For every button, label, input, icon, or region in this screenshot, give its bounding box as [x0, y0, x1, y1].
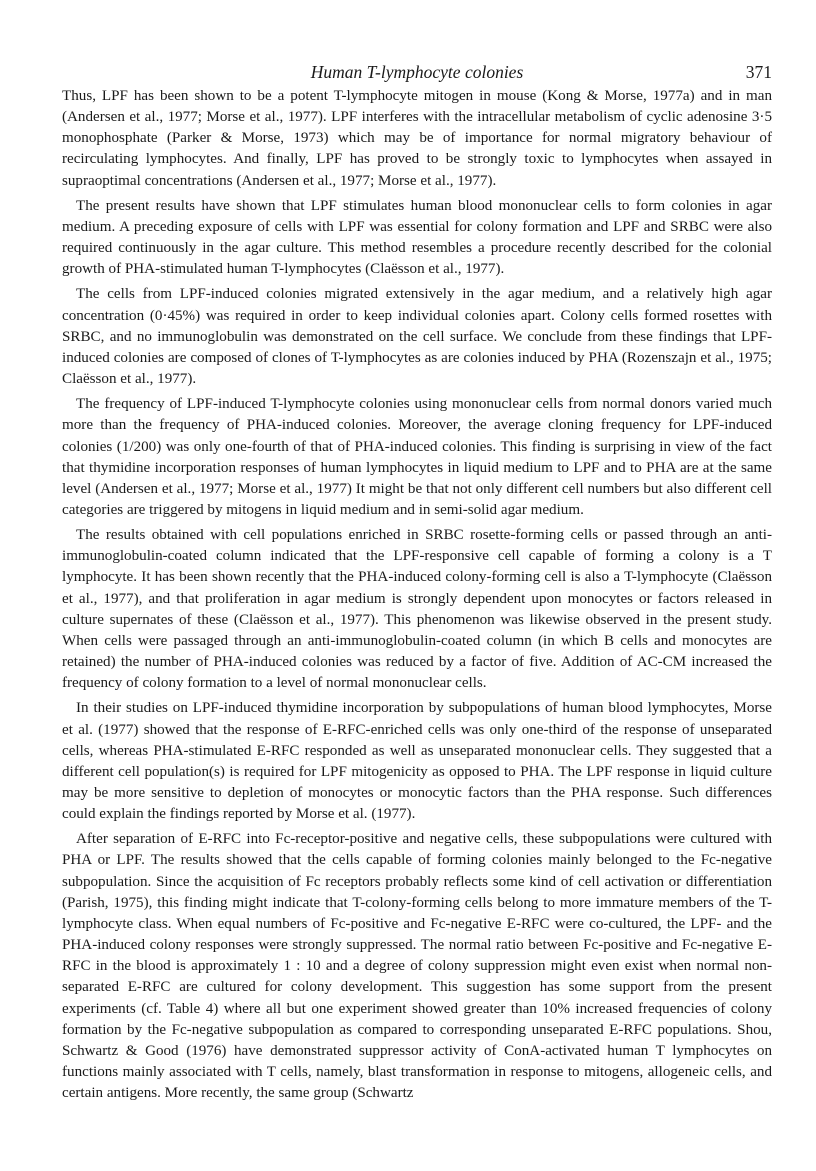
- paragraph-1: Thus, LPF has been shown to be a potent T-lymphocyte mitogen in mouse (Kong & Morse, 1977a) and in man (Andersen et al., 1977; Morse et al., 1977). LPF interferes with the intracellular metabolism of cyclic adenosine 3·5 monophosphate (Parker & Morse, 1973) which may be of importance for normal migratory behaviour of recirculating lymphocytes. And finally, LPF has proved to be strongly toxic to lymphocytes when assayed in supraoptimal concentrations (Andersen et al., 1977; Morse et al., 1977).: [62, 88, 772, 189]
- paragraph-3: The cells from LPF-induced colonies migrated extensively in the agar medium, and a relatively high agar concentration (0·45%) was required in order to keep individual colonies apart. Colony cells formed rosettes with SRBC, and no immunoglobulin was demonstrated on the cell surface. We conclude from these findings that LPF-induced colonies are composed of clones of T-lymphocytes as are colonies induced by PHA (Rozenszajn et al., 1975; Claësson et al., 1977).: [62, 286, 772, 388]
- page-header: [62, 58, 772, 86]
- paragraph-2: The present results have shown that LPF stimulates human blood mononuclear cells to form colonies in agar medium. A preceding exposure of cells with LPF was essential for colony formation and LPF and SRBC were also required continuously in the agar culture. This method resembles a procedure recently described for the colonial growth of PHA-stimulated human T-lymphocytes (Claësson et al., 1977).: [62, 197, 772, 278]
- page-number: 371: [745, 62, 772, 82]
- journal-page: [62, 58, 772, 1104]
- paragraph-5: The results obtained with cell populations enriched in SRBC rosette-forming cells or passed through an anti-immunoglobulin-coated column indicated that the LPF-responsive cell capable of forming a colony is a T lymphocyte. It has been shown recently that the PHA-induced colony-forming cell is also a T-lymphocyte (Claësson et al., 1977), and that proliferation in agar medium is strongly dependent upon monocytes or factors released in culture supernates of these (Claësson et al., 1977). This phenomenon was likewise observed in the present study. When cells were passaged through an anti-immunoglobulin-coated column (in which B cells and monocytes are retained) the number of PHA-induced colonies was reduced by a factor of five. Addition of AC-CM increased the frequency of colony formation to a level of normal mononuclear cells.: [62, 527, 772, 692]
- paragraph-4: The frequency of LPF-induced T-lymphocyte colonies using mononuclear cells from normal donors varied much more than the frequency of PHA-induced colonies. Moreover, the average cloning frequency for LPF-induced colonies (1/200) was only one-fourth of that of PHA-induced colonies. This finding is surprising in view of the fact that thymidine incorporation responses of human lymphocytes in liquid medium to LPF and to PHA are at the same level (Andersen et al., 1977; Morse et al., 1977) It might be that not only different cell numbers but also different cell categories are triggered by mitogens in liquid medium and in semi-solid agar medium.: [62, 396, 772, 518]
- body-text: [62, 86, 772, 1104]
- running-title: Human T-lymphocyte colonies: [310, 62, 524, 82]
- paragraph-6: In their studies on LPF-induced thymidine incorporation by subpopulations of human blood lymphocytes, Morse et al. (1977) showed that the response of E-RFC-enriched cells was only one-third of the response of unseparated cells, whereas PHA-stimulated E-RFC responded as well as unseparated mononuclear cells. They suggested that a different cell population(s) is required for LPF mitogenicity as opposed to PHA. The LPF response in liquid culture may be more sensitive to depletion of monocytes or monocytic factors than the PHA response. Such differences could explain the findings reported by Morse et al. (1977).: [62, 700, 772, 823]
- paragraph-7: After separation of E-RFC into Fc-receptor-positive and negative cells, these subpopulations were cultured with PHA or LPF. The results showed that the cells capable of forming colonies mainly belonged to the Fc-negative subpopulation. Since the acquisition of Fc receptors probably reflects some kind of cell activation or differentiation (Parish, 1975), this finding might indicate that T-colony-forming cells belong to more immature members of the T-lymphocyte class. When equal numbers of Fc-positive and Fc-negative E-RFC were co-cultured, the LPF- and the PHA-induced colony responses were strongly suppressed. The normal ratio between Fc-positive and Fc-negative E-RFC in the blood is approximately 1 : 10 and a degree of colony suppression might even exist when normal non-separated E-RFC are cultured for colony development. This suggestion has some support from the present experiments (cf. Table 4) where all but one experiment showed greater than 10% increased frequencies of colony formation by the Fc-negative subpopulation as compared to corresponding unseparated E-RFC populations. Shou, Schwartz & Good (1976) have demonstrated suppressor activity of ConA-activated human T lymphocytes on functions mainly associated with T cells, namely, blast transformation in response to mitogens, allogeneic cells, and certain antigens. More recently, the same group (Schwartz: [62, 831, 772, 1102]
